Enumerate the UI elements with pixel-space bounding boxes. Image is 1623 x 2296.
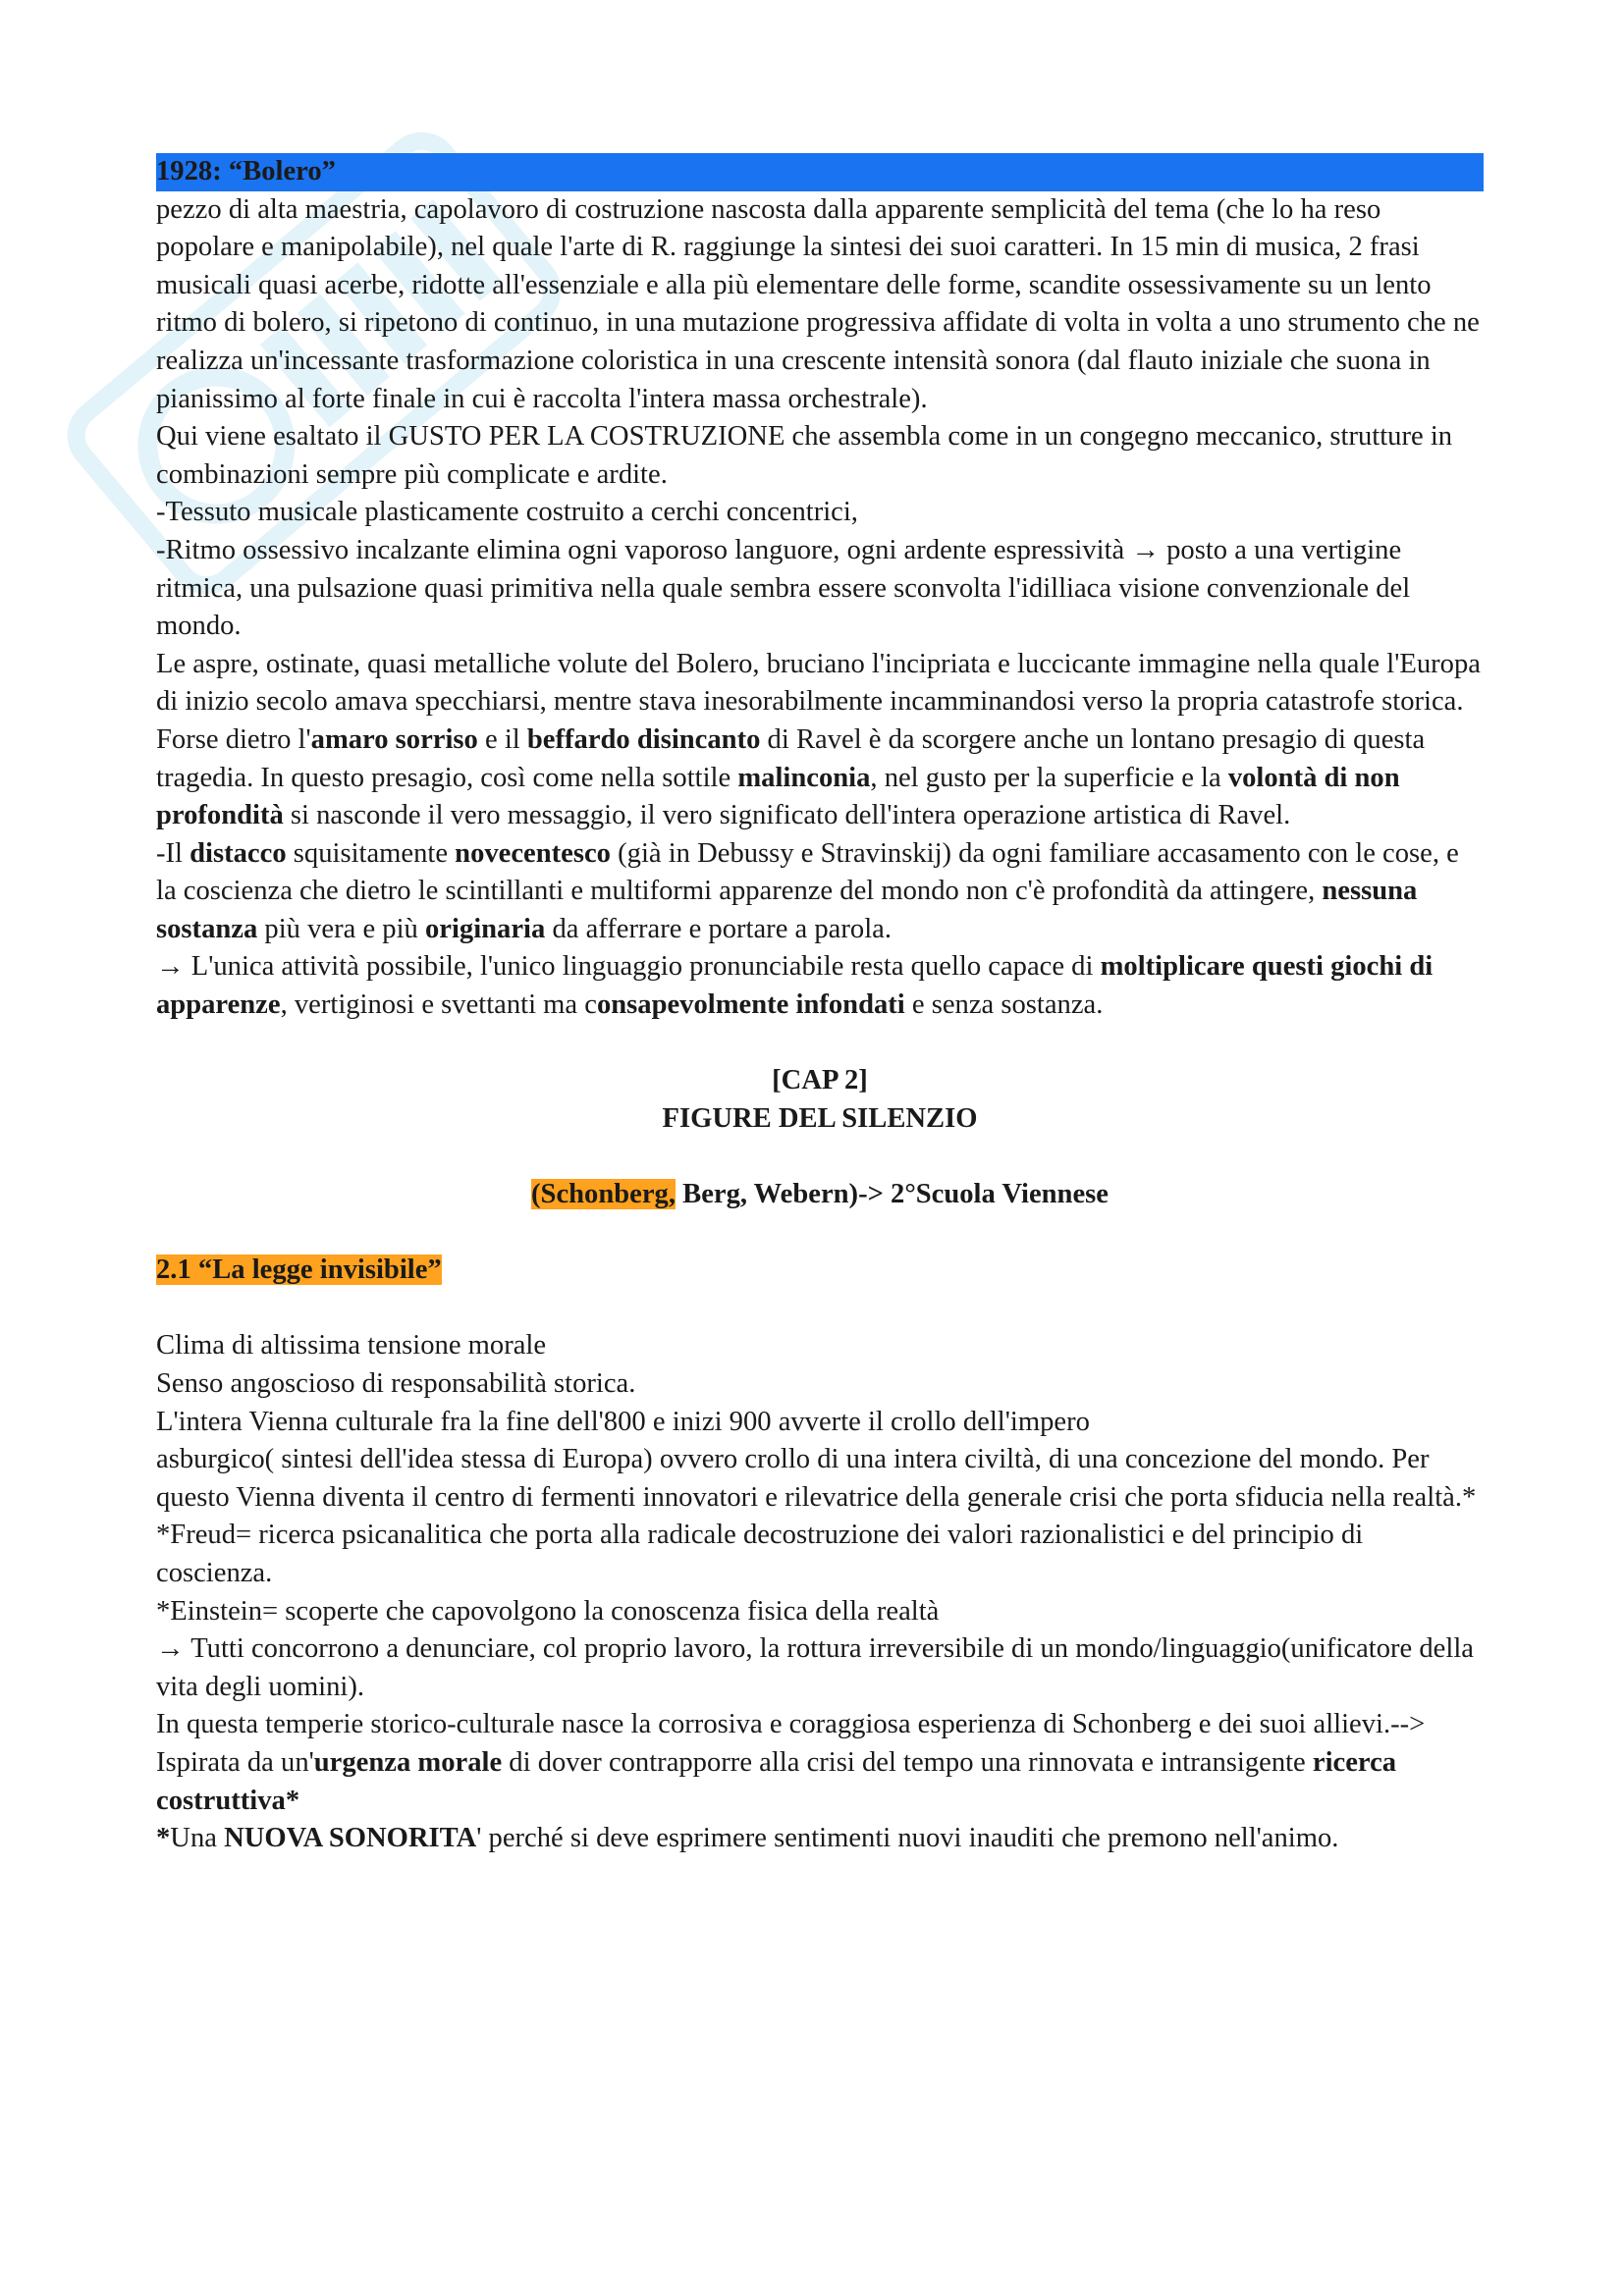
paragraph — [156, 835, 1484, 949]
bold-run: ricerca costruttiva* — [156, 1746, 1397, 1816]
paragraph: -Ritmo ossessivo incalzante elimina ogni vaporoso languore, ogni ardente espressività → posto a una vertigine ritmica, una pulsazione quasi primitiva nella quale sembra essere sconvolta l'idilliaca visione convenzionale del mondo. — [156, 534, 1411, 642]
text-run: di Ravel è da scorgere anche un lontano presagio di questa tragedia. In questo presagio, così come nella sottile — [156, 723, 1426, 793]
chapter-number: [CAP 2] — [772, 1065, 868, 1096]
bold-run: malinconia — [737, 762, 871, 793]
bold-run: amaro sorriso — [310, 723, 478, 755]
bold-run: distacco — [189, 837, 287, 869]
bold-run: originaria — [424, 913, 546, 944]
text-run: più vera e più — [257, 913, 425, 944]
bold-run: volontà di non profondità — [156, 762, 1400, 831]
text-run: e senza sostanza. — [904, 989, 1104, 1021]
paragraph: pezzo di alta maestria, capolavoro di costruzione nascosta dalla apparente semplicità del tema (che lo ha reso popolare e manipolabile), nel quale l'arte di R. raggiunge la sintesi dei suoi caratteri. In 15 min di musica, 2 frasi musicali quasi acerbe, ridotte all'essenziale e alla più elementare delle forme, scandite ossessivamente su un lento ritmo di bolero, si ripetono di continuo, in una mutazione progressiva affidate di volta in volta a uno strumento che ne realizza un'incessante trasformazione coloristica in una crescente intensità sonora (dal flauto iniziale che suona in pianissimo al forte finale in cui è raccolta l'intera massa orchestrale). — [156, 193, 1480, 414]
text-run: Forse dietro l' — [156, 723, 311, 755]
text-run: (già in Debussy e Stravinskij) da ogni familiare accasamento con le cose, e la coscienza che dietro le scintillanti e multiformi apparenze del mondo non c'è profondità da attingere, — [156, 837, 1459, 907]
paragraph: asburgico( sintesi dell'idea stessa di Europa) ovvero crollo di una intera civiltà, di una concezione del mondo. Per questo Vienna diventa il centro di fermenti innovatori e rilevatrice della generale crisi che porta sfiducia nella realtà.* — [156, 1444, 1477, 1513]
spacer — [156, 1214, 1484, 1253]
section-heading-legge — [156, 1252, 1484, 1290]
paragraph: Le aspre, ostinate, quasi metalliche volute del Bolero, bruciano l'incipriata e luccicante immagine nella quale l'Europa di inizio secolo amava specchiarsi, mentre stava inesorabilmente incamminandosi verso la propria catastrofe storica. — [156, 648, 1481, 718]
paragraph: -Tessuto musicale plasticamente costruito a cerchi concentrici, — [156, 497, 858, 528]
paragraph — [156, 1706, 1484, 1820]
section-heading-bolero — [156, 153, 1484, 191]
paragraph: Qui viene esaltato il GUSTO PER LA COSTRUZIONE che assembla come in un congegno meccanico, strutture in combinazioni sempre più complicate e ardite. — [156, 421, 1453, 490]
bold-run: * — [156, 1823, 171, 1854]
paragraph: *Freud= ricerca psicanalitica che porta alla radicale decostruzione dei valori razionalistici e del principio di coscienza. — [156, 1520, 1364, 1588]
bold-run: nessuna sostanza — [156, 876, 1418, 944]
bold-run: beffardo disincanto — [526, 723, 761, 755]
spacer — [156, 1290, 1484, 1328]
text-run: , vertiginosi e svettanti ma c — [280, 989, 597, 1021]
text-run: si nasconde il vero messaggio, il vero significato dell'intera operazione artistica di Ravel. — [283, 800, 1291, 831]
text-run: di dover contrapporre alla crisi del tempo una rinnovata e intransigente — [502, 1746, 1313, 1778]
chapter-title: FIGURE DEL SILENZIO — [662, 1102, 978, 1134]
paragraph — [156, 948, 1484, 1024]
paragraph: *Einstein= scoperte che capovolgono la conoscenza fisica della realtà — [156, 1595, 940, 1627]
text-run: Una — [170, 1823, 225, 1854]
text-run: ' perché si deve esprimere sentimenti nuovi inauditi che premono nell'animo. — [476, 1823, 1339, 1854]
paragraph: Senso angoscioso di responsabilità storica. — [156, 1368, 636, 1399]
text-run: da afferrare e portare a parola. — [545, 913, 892, 944]
bold-run: urgenza morale — [313, 1746, 503, 1778]
paragraph — [156, 1820, 1484, 1858]
text-run: In questa temperie storico-culturale nasce la corrosiva e coraggiosa esperienza di Schonberg e dei suoi allievi.--> Ispirata da un' — [156, 1709, 1426, 1778]
paragraph — [156, 721, 1484, 835]
paragraph: L'intera Vienna culturale fra la fine dell'800 e inizi 900 avverte il crollo dell'impero — [156, 1406, 1090, 1437]
heading-highlight: 2.1 “La legge invisibile” — [156, 1255, 442, 1286]
text-run: squisitamente — [286, 837, 456, 869]
paragraph: Clima di altissima tensione morale — [156, 1330, 547, 1362]
text-run: -Il — [156, 837, 190, 869]
bold-run: moltiplicare questi giochi di apparenze — [156, 951, 1434, 1021]
text-run: Berg, Webern)-> 2°Scuola Viennese — [675, 1179, 1109, 1210]
text-run: , nel gusto per la superficie e la — [870, 762, 1228, 793]
heading-highlight: 1928: “Bolero” — [156, 153, 1484, 191]
paragraph: → Tutti concorrono a denunciare, col proprio lavoro, la rottura irreversibile di un mondo/linguaggio(unificatore della vita degli uomini). — [156, 1633, 1474, 1702]
chapter-composers — [156, 1176, 1484, 1214]
bold-run: onsapevolmente infondati — [596, 989, 905, 1021]
bold-run: novecentesco — [455, 837, 611, 869]
spacer — [156, 1025, 1484, 1063]
text-run: → L'unica attività possibile, l'unico linguaggio pronunciabile resta quello capace di — [156, 951, 1101, 983]
composer-highlight: (Schonberg, — [531, 1179, 676, 1210]
bold-run: NUOVA SONORITA — [224, 1823, 477, 1854]
document-page — [156, 153, 1484, 1858]
spacer — [156, 1138, 1484, 1176]
text-run: e il — [477, 723, 527, 755]
